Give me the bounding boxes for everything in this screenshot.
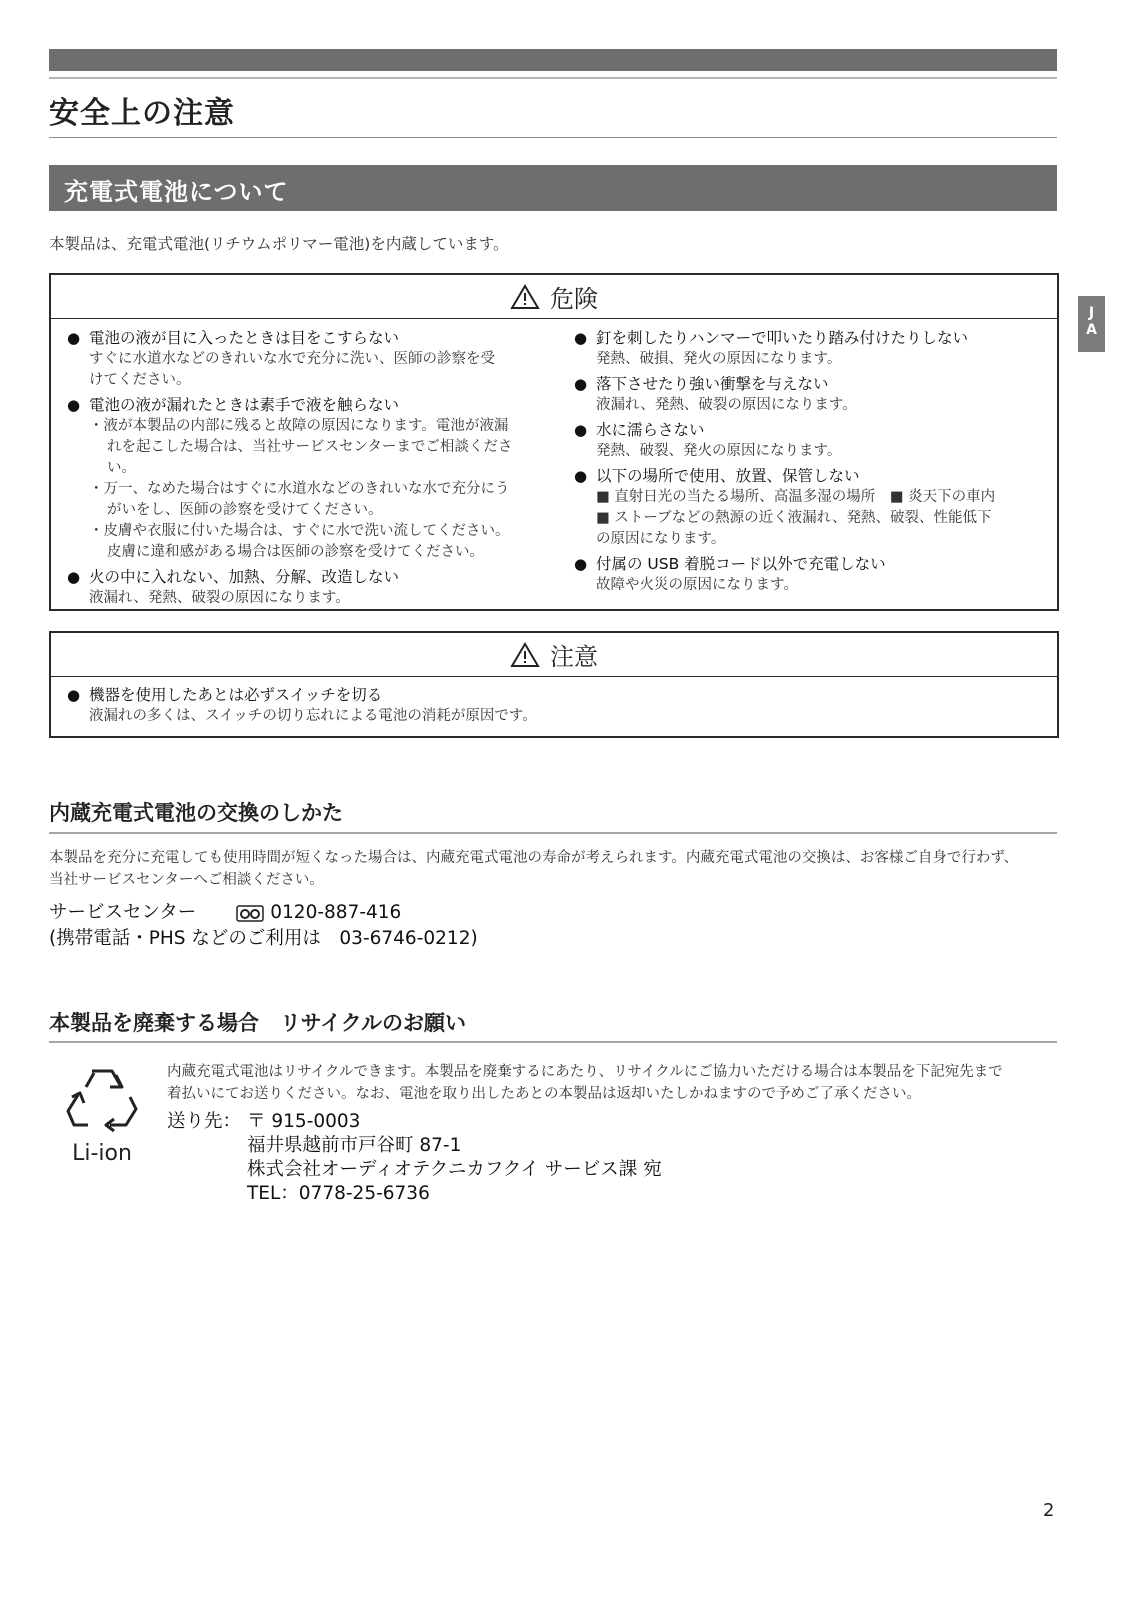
service-contact bbox=[49, 900, 478, 952]
danger-item-text: 発熱、破裂、発火の原因になります。 bbox=[596, 443, 842, 459]
bullet-icon: ● bbox=[574, 329, 588, 347]
danger-item-head: 火の中に入れない、加熱、分解、改造しない bbox=[89, 568, 400, 586]
danger-right-column bbox=[554, 319, 1057, 612]
danger-item bbox=[574, 373, 1043, 416]
danger-item bbox=[574, 419, 1043, 462]
danger-item-text: ■ 直射日光の当たる場所、高温多湿の場所 ■ 炎天下の車内 bbox=[596, 489, 996, 505]
danger-item bbox=[574, 327, 1043, 370]
address-line: TEL：0778-25-6736 bbox=[247, 1183, 430, 1204]
page-title: 安全上の注意 bbox=[49, 96, 235, 131]
mobile-note: (携帯電話・PHS などのご利用は 03-6746-0212) bbox=[49, 928, 478, 949]
service-number: 0120-887-416 bbox=[270, 902, 402, 923]
danger-item-head: 水に濡らさない bbox=[596, 421, 705, 439]
caution-header bbox=[51, 633, 1057, 677]
recycle-icon bbox=[64, 1063, 140, 1135]
language-tab-letter: J bbox=[1088, 305, 1095, 321]
page-number: 2 bbox=[1043, 1500, 1055, 1521]
recycle-paragraph: 内蔵充電式電池はリサイクルできます。本製品を廃棄するにあたり、リサイクルにご協力いただける場合は本製品を下記宛先まで 着払いにてお送りください。なお、電池を取り出したあとの本製品は返却いたしかねますので予めご了承ください。 bbox=[167, 1064, 1003, 1102]
service-label: サービスセンター bbox=[49, 902, 197, 923]
danger-item-text: 液漏れ、発熱、破裂の原因になります。 bbox=[89, 590, 350, 606]
danger-item-text: 発熱、破損、発火の原因になります。 bbox=[596, 351, 842, 367]
caution-item-text: 液漏れの多くは、スイッチの切り忘れによる電池の消耗が原因です。 bbox=[89, 708, 537, 724]
danger-item bbox=[67, 566, 540, 609]
language-tab-letter: A bbox=[1086, 322, 1097, 338]
danger-item-text: すぐに水道水などのきれいな水で充分に洗い、医師の診察を受 bbox=[89, 351, 495, 367]
danger-item-head: 電池の液が漏れたときは素手で液を触らない bbox=[89, 396, 400, 414]
address-line: 福井県越前市戸谷町 87-1 bbox=[247, 1135, 462, 1156]
danger-box bbox=[49, 273, 1059, 611]
danger-item-head: 釘を刺したりハンマーで叩いたり踏み付けたりしない bbox=[596, 329, 969, 347]
danger-item-text: けてください。 bbox=[89, 372, 191, 388]
danger-item-text: 液漏れ、発熱、破裂の原因になります。 bbox=[596, 397, 857, 413]
recycle-logo bbox=[62, 1063, 142, 1166]
title-rule bbox=[49, 137, 1057, 138]
danger-item bbox=[67, 394, 540, 563]
danger-item-text: の原因になります。 bbox=[596, 531, 726, 547]
bullet-icon: ● bbox=[67, 396, 81, 414]
replace-rule bbox=[49, 832, 1057, 834]
free-dial-icon bbox=[236, 905, 264, 922]
bullet-icon: ● bbox=[67, 329, 81, 347]
danger-item-head: 落下させたり強い衝撃を与えない bbox=[596, 375, 829, 393]
language-tab[interactable] bbox=[1078, 296, 1105, 352]
danger-item-head: 電池の液が目に入ったときは目をこすらない bbox=[89, 329, 400, 347]
address-label: 送り先： bbox=[167, 1111, 242, 1132]
section-banner: 充電式電池について bbox=[49, 165, 1057, 211]
bullet-icon: ● bbox=[574, 421, 588, 439]
danger-left-column bbox=[51, 319, 554, 612]
danger-item-text: 故障や火災の原因になります。 bbox=[596, 577, 798, 593]
recycle-heading: 本製品を廃棄する場合 リサイクルのお願い bbox=[49, 1011, 467, 1035]
li-ion-label: Li-ion bbox=[72, 1141, 132, 1166]
intro-text: 本製品は、充電式電池(リチウムポリマー電池)を内蔵しています。 bbox=[49, 235, 509, 253]
caution-item-head: 機器を使用したあとは必ずスイッチを切る bbox=[89, 686, 383, 704]
caution-title: 注意 bbox=[550, 643, 598, 671]
warning-triangle-icon bbox=[510, 642, 540, 668]
bullet-icon: ● bbox=[574, 467, 588, 485]
danger-item-text: ■ ストーブなどの熱源の近く液漏れ、発熱、破裂、性能低下 bbox=[596, 510, 992, 526]
bullet-icon: ● bbox=[574, 555, 588, 573]
danger-item-head: 付属の USB 着脱コード以外で充電しない bbox=[596, 555, 886, 573]
caution-box bbox=[49, 631, 1059, 738]
danger-subitem: ・万一、なめた場合はすぐに水道水などのきれいな水で充分にう がいをし、医師の診察を受けてください。 bbox=[89, 481, 510, 518]
replace-paragraph: 本製品を充分に充電しても使用時間が短くなった場合は、内蔵充電式電池の寿命が考えられます。内蔵充電式電池の交換は、お客様ご自身で行わず、 当社サービスセンターへご相談ください。 bbox=[49, 850, 1019, 888]
danger-body bbox=[51, 319, 1057, 612]
address-line: 〒 915-0003 bbox=[247, 1111, 361, 1132]
danger-subitem: ・液が本製品の内部に残ると故障の原因になります。電池が液漏 れを起こした場合は、当社サービスセンターまでご相談ください。 bbox=[89, 418, 513, 476]
bullet-icon: ● bbox=[574, 375, 588, 393]
address-line: 株式会社オーディオテクニカフクイ サービス課 宛 bbox=[247, 1159, 662, 1180]
replace-heading: 内蔵充電式電池の交換のしかた bbox=[49, 801, 343, 825]
danger-subitem: ・皮膚や衣服に付いた場合は、すぐに水で洗い流してください。 皮膚に違和感がある場合は医師の診察を受けてください。 bbox=[89, 523, 510, 560]
danger-item bbox=[574, 553, 1043, 596]
danger-item bbox=[67, 327, 540, 391]
danger-item-head: 以下の場所で使用、放置、保管しない bbox=[596, 467, 860, 485]
danger-title: 危険 bbox=[550, 285, 598, 313]
return-address bbox=[167, 1110, 662, 1206]
recycle-rule bbox=[49, 1041, 1057, 1043]
bullet-icon: ● bbox=[67, 686, 81, 704]
header-rule bbox=[49, 77, 1057, 79]
danger-item bbox=[574, 465, 1043, 550]
warning-triangle-icon bbox=[510, 284, 540, 310]
bullet-icon: ● bbox=[67, 568, 81, 586]
danger-header bbox=[51, 275, 1057, 319]
header-bar bbox=[49, 49, 1057, 71]
